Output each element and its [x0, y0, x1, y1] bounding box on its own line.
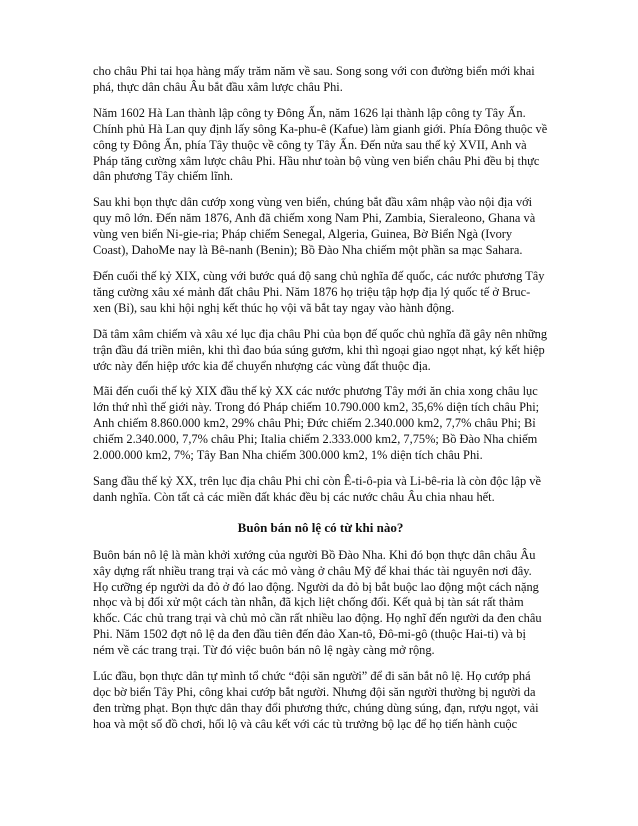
section-heading: Buôn bán nô lệ có từ khi nào? — [237, 519, 404, 535]
paragraph: Năm 1602 Hà Lan thành lập công ty Đông Ấn, năm 1626 lại thành lập công ty Tây Ấn. Chính phủ Hà Lan quy định lấy sông Ka-phu-ê (Kafue) làm gianh giới. Phía Đông thuộc về công ty Đông Ấn, phía Tây thuộc về công ty Tây Ấn. Đến nửa sau thế kỷ XVII, Anh và Pháp tăng cường xâm lược châu Phi. Hầu như toàn bộ vùng ven biển châu Phi đều bị thực dân phương Tây chiếm lĩnh. — [93, 105, 548, 184]
paragraph: Mãi đến cuối thế kỷ XIX đầu thế kỷ XX các nước phương Tây mới ăn chia xong châu lục lớn thứ nhì thế giới này. Trong đó Pháp chiếm 10.790.000 km2, 35,6% diện tích châu Phi; Anh chiếm 8.860.000 km2, 29% châu Phi; Đức chiếm 2.340.000 km2, 7,7% châu Phi; Bỉ chiếm 2.340.000, 7,7% châu Phi; Italia chiếm 2.333.000 km2, 7,75%; Bồ Đào Nha chiếm 2.000.000 km2, 7%; Tây Ban Nha chiếm 300.000 km2, 1% diện tích châu Phi. — [93, 384, 540, 463]
paragraph: Sau khi bọn thực dân cướp xong vùng ven biển, chúng bắt đầu xâm nhập vào nội địa với quy mô lớn. Đến năm 1876, Anh đã chiếm xong Nam Phi, Zambia, Sieraleono, Ghana và vùng ven biển Ni-gie-ria; Pháp chiếm Senegal, Algeria, Guinea, Bờ Biển Ngà (Ivory Coast), DahoMe nay là Bê-nanh (Benin); Bồ Đào Nha chiếm một phần sa mạc Sahara. — [93, 195, 536, 258]
paragraph: Lúc đầu, bọn thực dân tự mình tổ chức “đội săn người” để đi săn bắt nô lệ. Họ cướp phá dọc bờ biển Tây Phi, công khai cướp bắt người. Nhưng đội săn người thường bị người da đen trừng phạt. Bọn thực dân thay đổi phương thức, chúng dùng súng, đạn, rượu ngọt, vải hoa và một số đồ chơi, hối lộ và câu kết với các tù trưởng bộ lạc để họ tiến hành cuộc — [93, 669, 539, 731]
paragraph: Sang đầu thế kỷ XX, trên lục địa châu Phi chỉ còn Ê-ti-ô-pia và Li-bê-ria là còn độc lập về danh nghĩa. Còn tất cả các miền đất khác đều bị các nước châu Âu chia nhau hết. — [93, 473, 541, 504]
paragraph: Đến cuối thế kỷ XIX, cùng với bước quá độ sang chủ nghĩa đế quốc, các nước phương Tây tăng cường xâu xé mảnh đất châu Phi. Năm 1876 họ triệu tập hợp địa lý quốc tế ở Bruc-xen (Bỉ), sau khi hội nghị kết thúc họ vội vã bắt tay ngay vào hành động. — [93, 268, 545, 315]
paragraph: Dã tâm xâm chiếm và xâu xé lục địa châu Phi của bọn đế quốc chủ nghĩa đã gây nên những trận đầu đá triền miên, khi thì đao búa súng gươm, khi thì ngoại giao ngọt nhạt, ký kết hiệp ước này đến hiệp ước kia để chuyển nhượng các vùng đất thuộc địa. — [93, 326, 548, 373]
paragraph: Buôn bán nô lệ là màn khởi xướng của người Bồ Đào Nha. Khi đó bọn thực dân châu Âu xây dựng rất nhiều trang trại và các mỏ vàng ở châu Mỹ để khai thác tài nguyên nơi đây. Họ cưỡng ép người da đỏ ở đó lao động. Người da đỏ bị bắt buộc lao động một cách nặng nhọc và bị đối xử một cách tàn nhẫn, đã kịch liệt chống đối. Kết quả bị tàn sát rất thảm khốc. Các chủ trang trại và chủ mỏ cần rất nhiều lao động. Họ nghĩ đến người da đen châu Phi. Năm 1502 đợt nô lệ da đen đầu tiên đến đảo Xan-tô, Đô-mi-gô (thuộc Hai-ti) và bị ném về các trang trại. Từ đó việc buôn bán nô lệ ngày càng mở rộng. — [93, 547, 542, 658]
paragraph: cho châu Phi tai họa hàng mấy trăm năm về sau. Song song với con đường biển mới khai phá, thực dân châu Âu bắt đầu xâm lược châu Phi. — [93, 64, 535, 94]
document-page — [93, 64, 548, 743]
